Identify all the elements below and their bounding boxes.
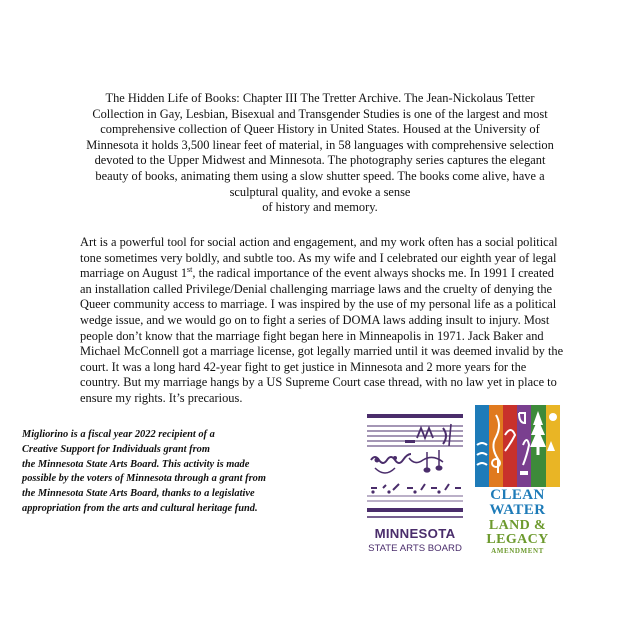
msab-name-line2: STATE ARTS BOARD	[368, 543, 462, 554]
grant-credit	[22, 428, 367, 517]
ordinal-suffix: st	[187, 265, 193, 275]
statement-text: marriage on August 1	[80, 266, 188, 281]
statement-line: an installation called Privilege/Denial challenging marriage laws and the cruelty of denying the	[80, 281, 553, 296]
credit-line: the Minnesota State Arts Board, thanks to a legislative	[22, 488, 255, 500]
intro-line: sculptural quality, and evoke a sense	[229, 184, 411, 199]
intro-line: Minnesota it holds 3,500 linear feet of material, in 58 languages with comprehensive selection	[86, 137, 554, 152]
clean-water-stripes-graphic	[475, 405, 560, 487]
cw-line-amendment: AMENDMENT	[491, 547, 544, 555]
msab-name-line1: MINNESOTA	[374, 526, 456, 541]
statement-line: court. It was a long hard 42-year fight to get justice in Minnesota and 2 more years for the	[80, 359, 527, 374]
intro-line: of history and memory.	[262, 200, 378, 215]
cw-line-legacy: LEGACY	[486, 532, 549, 547]
statement-line: wedge issue, and we would go on to fight a series of DOMA laws adding insult to injury. Most	[80, 312, 550, 327]
statement-line: ensure my rights. It’s precarious.	[80, 390, 243, 405]
credit-line: appropriation from the arts and cultural heritage fund.	[22, 502, 258, 514]
statement-line: people don’t know that the marriage fight began here in Minneapolis in 1971. Jack Baker and	[80, 328, 544, 343]
artist-statement	[80, 235, 580, 407]
statement-line	[80, 266, 580, 282]
intro-line: comprehensive collection of Queer History in United States. Housed at the University of	[100, 122, 540, 137]
msab-staff-graphic	[365, 410, 465, 522]
cw-line-water: WATER	[489, 502, 546, 518]
statement-line: tone sometimes very boldly, and subtle too. As my wife and I celebrated our eighth year of legal	[80, 250, 557, 265]
msab-logo	[365, 410, 465, 558]
intro-line: beauty of books, animating them using a slow shutter speed. The books come alive, have a	[95, 168, 545, 183]
intro-line: The Hidden Life of Books: Chapter III The Tretter Archive. The Jean-Nickolaus Tetter	[105, 91, 535, 105]
cw-line-clean: CLEAN	[490, 487, 545, 503]
statement-line: country. But my marriage hangs by a US Supreme Court case thread, with no law yet in place to	[80, 375, 557, 390]
intro-paragraph	[62, 91, 578, 216]
credit-line: Migliorino is a fiscal year 2022 recipient of a	[22, 429, 215, 440]
credit-line: possible by the voters of Minnesota through a grant from	[22, 473, 266, 485]
cw-line-land: LAND &	[488, 518, 547, 533]
statement-line: Queer community access to marriage. I was inspired by the use of my personal life as a political	[80, 297, 557, 312]
intro-line: Collection in Gay, Lesbian, Bisexual and Transgender Studies is one of the largest and most	[92, 106, 548, 121]
statement-line: Art is a powerful tool for social action and engagement, and my work often has a social political	[80, 235, 558, 249]
credit-line: the Minnesota State Arts Board. This activity is made	[22, 458, 250, 470]
statement-line: Michael McConnell got a marriage license, got legally married until it was deemed invalid by the	[80, 344, 564, 359]
intro-line: devoted to the Upper Midwest and Minnesota. The photography series captures the elegant	[94, 153, 546, 168]
clean-water-logo	[475, 405, 560, 555]
credit-line: Creative Support for Individuals grant from	[22, 443, 210, 455]
statement-text: , the radical importance of the event always shocks me. In 1991 I created	[192, 266, 554, 281]
